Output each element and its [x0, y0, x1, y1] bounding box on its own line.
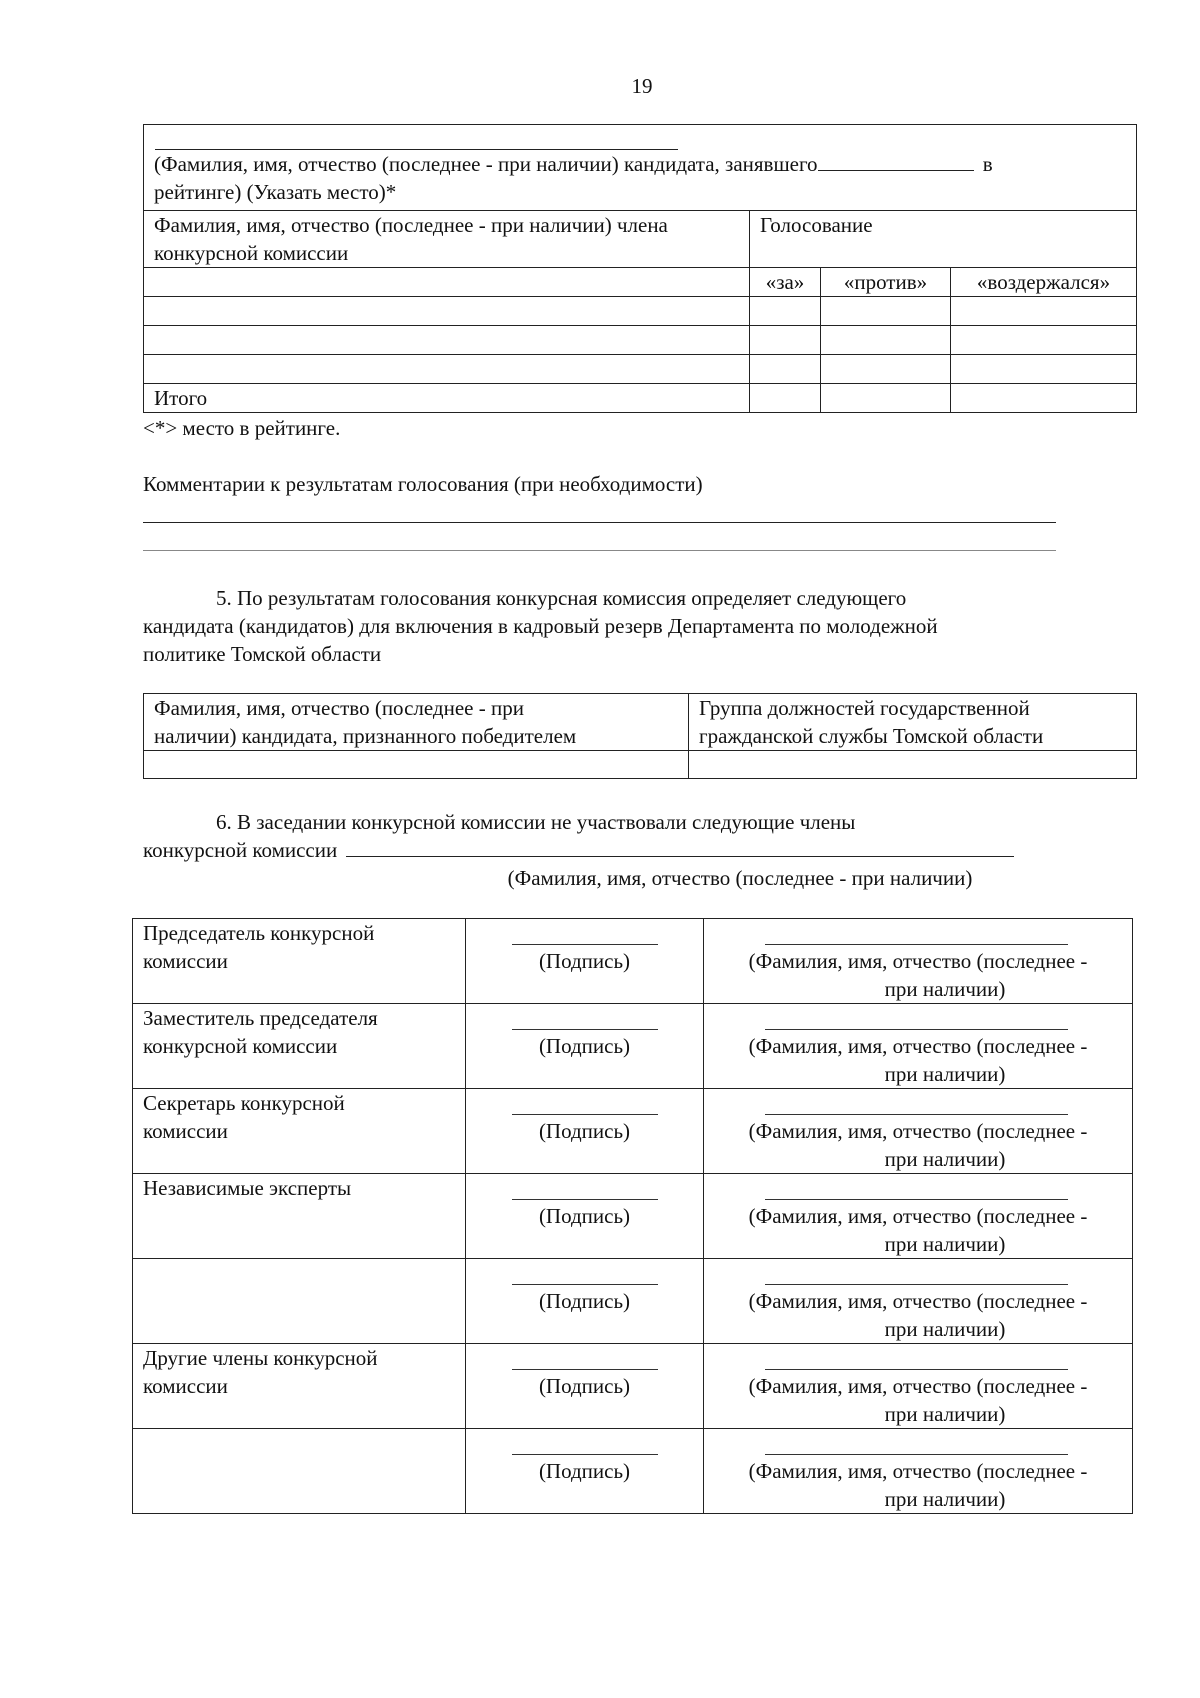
voting-header: Голосование — [750, 211, 1137, 268]
signature-cell — [466, 1174, 704, 1259]
section6-line1: 6. В заседании конкурсной комиссии не участвовали следующие члены — [216, 810, 856, 834]
name-cell — [704, 1344, 1133, 1429]
signature-row — [133, 1089, 1133, 1174]
signature-label: (Подпись) — [538, 1204, 631, 1228]
name-label-line2: при наличии) — [884, 1232, 1006, 1256]
name-label-line2: при наличии) — [884, 977, 1006, 1001]
section5-line2: кандидата (кандидатов) для включения в кадровый резерв Департамента по молодежной — [143, 614, 938, 638]
role-line2: конкурсной комиссии — [143, 1034, 338, 1058]
footnote: <*> место в рейтинге. — [143, 416, 341, 440]
role-line1: Секретарь конкурсной — [143, 1091, 345, 1115]
name-cell — [704, 1174, 1133, 1259]
signature-label: (Подпись) — [538, 1374, 631, 1398]
signature-cell — [466, 1259, 704, 1344]
name-cell — [704, 1259, 1133, 1344]
member-header: Фамилия, имя, отчество (последнее - при наличии) члена конкурсной комиссии — [144, 211, 750, 268]
signature-cell — [466, 1344, 704, 1429]
section5-line3: политике Томской области — [143, 642, 382, 666]
signature-label: (Подпись) — [538, 1289, 631, 1313]
name-cell — [704, 1004, 1133, 1089]
candidate-line-text: (Фамилия, имя, отчество (последнее - при наличии) кандидата, занявшего — [154, 152, 818, 176]
candidate-line2: рейтинге) (Указать место)* — [154, 180, 397, 204]
signature-row — [133, 1259, 1133, 1344]
name-label-line1: (Фамилия, имя, отчество (последнее - — [748, 1034, 1088, 1058]
winner-col2-line1: Группа должностей государственной — [699, 696, 1030, 720]
role-line1: Председатель конкурсной — [143, 921, 375, 945]
role-line2: комиссии — [143, 1119, 228, 1143]
total-label: Итого — [144, 384, 750, 413]
col-for: «за» — [750, 268, 821, 297]
comments-line-2 — [143, 550, 1056, 551]
name-label-line2: при наличии) — [884, 1317, 1006, 1341]
signature-line — [512, 1454, 658, 1455]
name-cell — [704, 1089, 1133, 1174]
role-cell — [133, 1429, 466, 1514]
signature-cell — [466, 1004, 704, 1089]
col-abstain: «воздержался» — [951, 268, 1137, 297]
role-line2: комиссии — [143, 1374, 228, 1398]
name-label-line2: при наличии) — [884, 1147, 1006, 1171]
table-row — [144, 297, 1137, 326]
role-line1: Заместитель председателя — [143, 1006, 378, 1030]
name-label-line2: при наличии) — [884, 1402, 1006, 1426]
signature-label: (Подпись) — [538, 949, 631, 973]
signature-label: (Подпись) — [538, 1034, 631, 1058]
signature-row — [133, 1429, 1133, 1514]
winner-table — [143, 693, 1137, 779]
role-cell — [133, 1259, 466, 1344]
voting-table — [143, 124, 1137, 413]
signature-line — [512, 1284, 658, 1285]
signature-cell — [466, 1089, 704, 1174]
candidate-name-line — [155, 125, 678, 150]
signature-label: (Подпись) — [538, 1459, 631, 1483]
name-cell — [704, 1429, 1133, 1514]
name-label-line2: при наличии) — [884, 1062, 1006, 1086]
role-cell — [133, 919, 466, 1004]
table-row — [144, 355, 1137, 384]
name-label-line1: (Фамилия, имя, отчество (последнее - — [748, 1459, 1088, 1483]
signature-table — [132, 918, 1133, 1514]
name-line — [765, 1284, 1068, 1285]
section6-line2: конкурсной комиссии — [143, 838, 338, 862]
winner-col1-line1: Фамилия, имя, отчество (последнее - при — [154, 696, 524, 720]
name-cell — [704, 919, 1133, 1004]
signature-line — [512, 1199, 658, 1200]
signature-line — [512, 1029, 658, 1030]
name-label-line1: (Фамилия, имя, отчество (последнее - — [748, 1289, 1088, 1313]
signature-row — [133, 919, 1133, 1004]
winner-col2-line2: гражданской службы Томской области — [699, 724, 1044, 748]
role-line1: Другие члены конкурсной — [143, 1346, 378, 1370]
candidate-cell — [144, 125, 1137, 211]
signature-row — [133, 1004, 1133, 1089]
role-line2: комиссии — [143, 949, 228, 973]
role-cell — [133, 1004, 466, 1089]
role-cell — [133, 1089, 466, 1174]
name-line — [765, 1114, 1068, 1115]
name-label-line1: (Фамилия, имя, отчество (последнее - — [748, 1119, 1088, 1143]
rating-place-blank — [818, 150, 974, 171]
role-cell — [133, 1174, 466, 1259]
table-row — [144, 751, 1137, 779]
name-line — [765, 1369, 1068, 1370]
section6-caption: (Фамилия, имя, отчество (последнее - при наличии) — [507, 866, 973, 890]
signature-row — [133, 1344, 1133, 1429]
signature-line — [512, 944, 658, 945]
signature-label: (Подпись) — [538, 1119, 631, 1143]
section5-line1: 5. По результатам голосования конкурсная комиссия определяет следующего — [216, 586, 907, 610]
name-label-line1: (Фамилия, имя, отчество (последнее - — [748, 1204, 1088, 1228]
signature-line — [512, 1114, 658, 1115]
comments-line-1 — [143, 522, 1056, 523]
name-line — [765, 1029, 1068, 1030]
name-line — [765, 944, 1068, 945]
table-row — [144, 326, 1137, 355]
name-label-line1: (Фамилия, имя, отчество (последнее - — [748, 1374, 1088, 1398]
comments-label: Комментарии к результатам голосования (при необходимости) — [143, 472, 703, 496]
winner-col1-line2: наличии) кандидата, признанного победителем — [154, 724, 577, 748]
name-line — [765, 1199, 1068, 1200]
role-line1: Независимые эксперты — [143, 1176, 352, 1200]
name-label-line1: (Фамилия, имя, отчество (последнее - — [748, 949, 1088, 973]
role-cell — [133, 1344, 466, 1429]
signature-cell — [466, 919, 704, 1004]
col-against: «против» — [821, 268, 951, 297]
page-number: 19 — [631, 74, 653, 98]
absent-members-blank — [346, 836, 1014, 857]
signature-cell — [466, 1429, 704, 1514]
name-label-line2: при наличии) — [884, 1487, 1006, 1511]
candidate-line-suffix: в — [982, 152, 993, 176]
signature-row — [133, 1174, 1133, 1259]
name-line — [765, 1454, 1068, 1455]
signature-line — [512, 1369, 658, 1370]
